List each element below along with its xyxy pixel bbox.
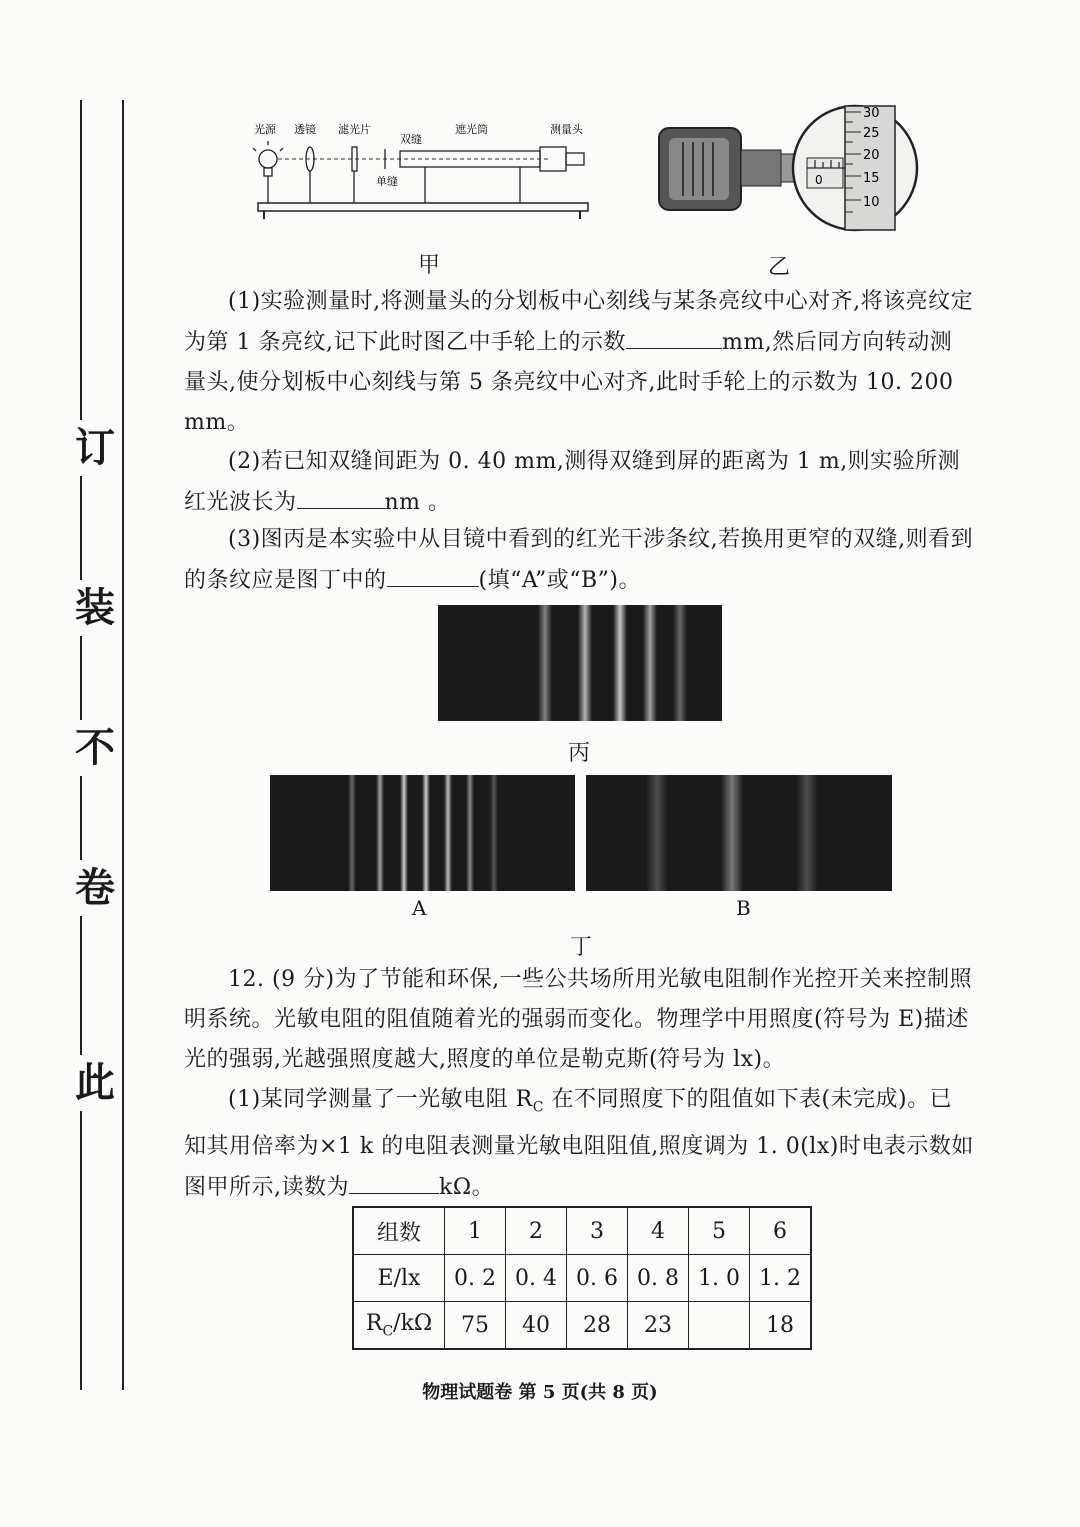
question-1-text-after: mm,然后同方向转动测量头,使分划板中心刻线与第 5 条亮纹中心对齐,此时手轮上的示数为 10. 200 mm。 (184, 330, 954, 435)
table-cell: 4 (628, 1207, 689, 1255)
table-cell: 0. 8 (628, 1255, 689, 1302)
question-3-text: (3)图丙是本实验中从目镜中看到的红光干涉条纹,若换用更窄的双缝,则看到的条纹应是图丁中的 (184, 527, 974, 593)
label-filter: 滤光片 (338, 123, 371, 136)
table-header-cell: E/lx (353, 1255, 445, 1302)
data-table (352, 1206, 812, 1350)
fringe-photo-a (270, 775, 575, 891)
table-cell: 18 (750, 1302, 812, 1350)
table-cell-empty (689, 1302, 750, 1350)
answer-blank-2[interactable] (297, 482, 385, 509)
binding-margin (60, 100, 130, 1390)
table-cell: 0. 4 (506, 1255, 567, 1302)
answer-blank-1[interactable] (626, 322, 722, 349)
r-label-unit: /kΩ (393, 1310, 433, 1336)
scale-20: 20 (863, 148, 880, 163)
table-cell: 1 (445, 1207, 506, 1255)
r-label: R (365, 1310, 383, 1336)
question-12-1 (184, 1080, 974, 1208)
label-double-slit: 双缝 (400, 133, 422, 146)
table-row (353, 1207, 811, 1255)
table-cell: 28 (567, 1302, 628, 1350)
table-row (353, 1302, 811, 1350)
thimble-scale (845, 106, 895, 230)
scale-10: 10 (863, 195, 880, 210)
scale-15: 15 (863, 171, 880, 186)
binding-word: 不 (75, 720, 115, 776)
fringe-photo-b (586, 775, 892, 891)
label-lens: 透镜 (294, 123, 316, 136)
scale-25: 25 (863, 126, 880, 141)
label-b: B (736, 896, 751, 920)
caption-bing: 丙 (568, 741, 591, 766)
caption-ding: 丁 (570, 935, 593, 960)
table-cell: 5 (689, 1207, 750, 1255)
question-12-1-text-after: kΩ。 (439, 1175, 495, 1201)
label-light-source: 光源 (254, 123, 276, 136)
table-cell: 1. 2 (750, 1255, 812, 1302)
caption-jia: 甲 (418, 253, 441, 278)
subscript-c: C (532, 1099, 544, 1116)
table-cell: 3 (567, 1207, 628, 1255)
table-cell: 0. 2 (445, 1255, 506, 1302)
binding-word: 装 (75, 580, 115, 636)
question-2-text-after: nm 。 (384, 490, 451, 515)
table-cell: 75 (445, 1302, 506, 1350)
binding-word: 此 (75, 1055, 115, 1111)
question-12-1-text-mid: 在不同照度下的阻值如下表(未完成)。已知其用倍率为×1 k 的电阻表测量光敏电阻阻值,照度调为 1. 0(lx)时电表示数如图甲所示,读数为 (184, 1087, 974, 1201)
table-header-cell (353, 1302, 445, 1350)
scale-30: 30 (863, 106, 880, 121)
answer-blank-4[interactable] (349, 1167, 439, 1194)
table-header-cell: 组数 (353, 1207, 445, 1255)
question-1 (184, 282, 974, 443)
question-2-text: (2)若已知双缝间距为 0. 40 mm,测得双缝到屏的距离为 1 m,则实验所测红光波长为 (184, 449, 961, 515)
fringe-photo-bing (438, 605, 722, 721)
answer-blank-3[interactable] (387, 560, 479, 587)
handwheel-diagram (655, 98, 920, 238)
binding-word: 订 (75, 420, 115, 476)
question-3 (184, 520, 974, 601)
caption-yi: 乙 (768, 255, 791, 280)
table-row (353, 1255, 811, 1302)
table-cell: 40 (506, 1302, 567, 1350)
question-1-text: (1)实验测量时,将测量头的分划板中心刻线与某条亮纹中心对齐,将该亮纹定为第 1 条亮纹,记下此时图乙中手轮上的示数 (184, 289, 974, 355)
binding-line-right (122, 100, 124, 1390)
question-2 (184, 442, 974, 523)
measure-head-shape (540, 147, 566, 171)
label-single-slit: 单缝 (376, 175, 398, 188)
table-cell: 6 (750, 1207, 812, 1255)
table-cell: 23 (628, 1302, 689, 1350)
table-cell: 1. 0 (689, 1255, 750, 1302)
question-12-1-text: (1)某同学测量了一光敏电阻 R (228, 1087, 533, 1112)
scale-0: 0 (815, 173, 823, 187)
r-label-sub: C (382, 1323, 394, 1340)
label-measure-head: 测量头 (550, 123, 583, 136)
label-tube: 遮光筒 (455, 123, 488, 136)
label-a: A (412, 896, 427, 920)
table-cell: 0. 6 (567, 1255, 628, 1302)
optical-bench (258, 203, 588, 211)
table-cell: 2 (506, 1207, 567, 1255)
binding-word: 卷 (75, 860, 115, 916)
apparatus-diagram (250, 115, 600, 225)
page-footer: 物理试题卷 第 5 页(共 8 页) (422, 1382, 658, 1403)
question-12: 12. (9 分)为了节能和环保,一些公共场所用光敏电阻制作光控开关来控制照明系统。光敏电阻的阻值随着光的强弱而变化。物理学中用照度(符号为 E)描述光的强弱,光越强照度越大,照度的单位是勒克斯(符号为 lx)。 (184, 967, 973, 1072)
question-3-text-after: (填“A”或“B”)。 (478, 568, 641, 593)
